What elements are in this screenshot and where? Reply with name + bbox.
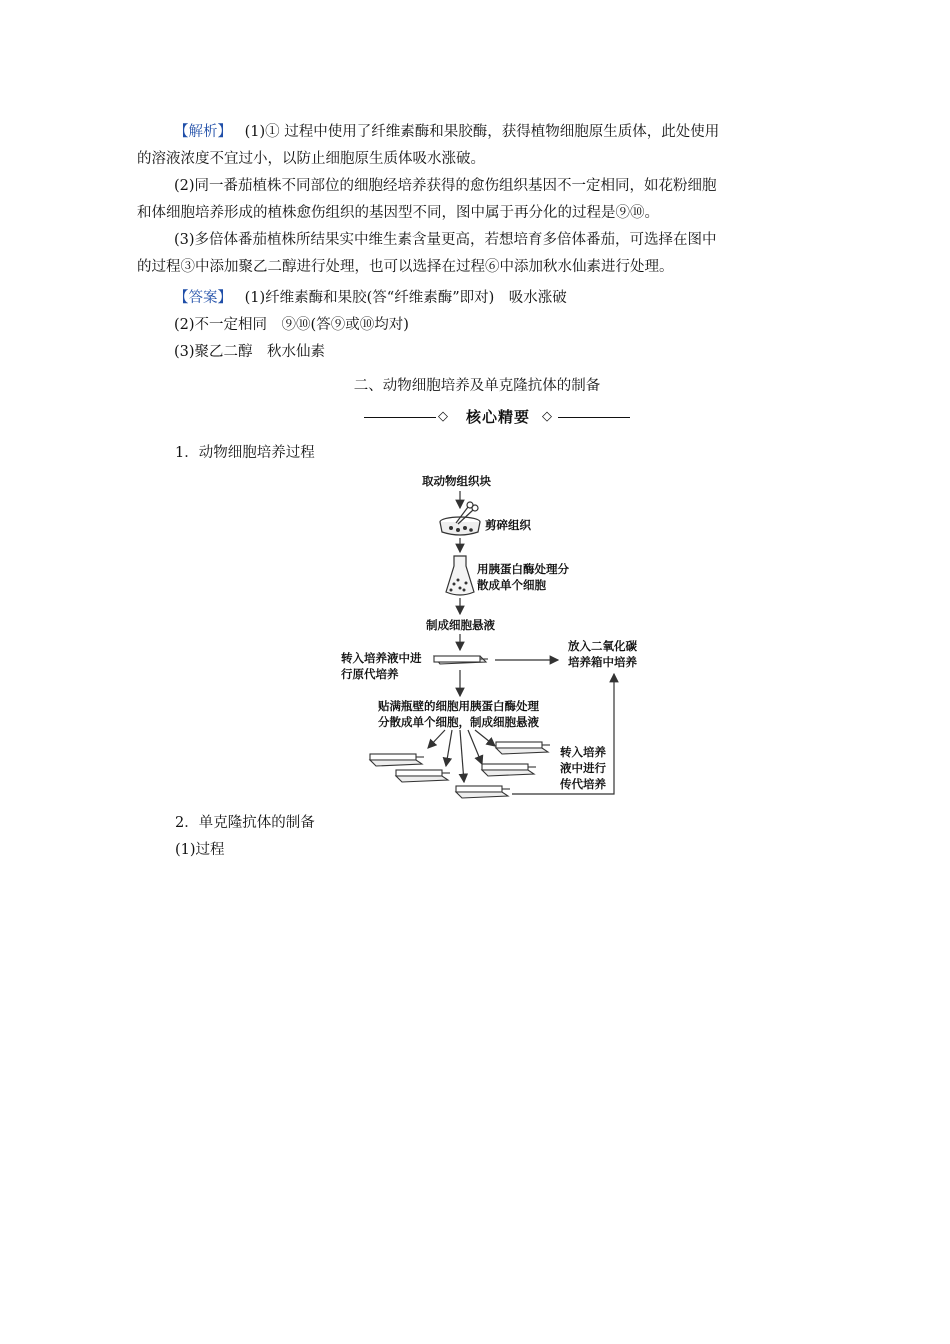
answer-a1: (1)纤维素酶和果胶(答“纤维素酶”即对) 吸水涨破 — [244, 290, 567, 306]
analysis-p3-line2: 的过程③中添加聚乙二醇进行处理，也可以选择在过程⑥中添加秋水仙素进行处理。 — [137, 259, 674, 275]
analysis-line-1 — [137, 119, 817, 146]
analysis-p2-line2: 和体细胞培养形成的植株愈伤组织的基因型不同，图中属于再分化的过程是⑨⑩。 — [137, 205, 659, 221]
label-passage-3: 传代培养 — [560, 777, 606, 791]
culture-flask-icon — [496, 742, 550, 754]
answer-a2: (2)不一定相同 ⑨⑩(答⑨或⑩均对) — [174, 317, 409, 333]
arrow — [460, 730, 464, 782]
culture-flask-icon — [434, 656, 488, 664]
label-co2-1: 放入二氧化碳 — [568, 639, 637, 653]
return-arrow — [512, 674, 614, 794]
heading-animal-culture: 1．动物细胞培养过程 — [175, 445, 315, 461]
label-trypsin-1: 用胰蛋白酶处理分 — [477, 562, 569, 576]
label-primary-1: 转入培养液中进 — [341, 651, 422, 665]
culture-flask-icon — [396, 770, 450, 782]
label-take-tissue: 取动物组织块 — [422, 474, 491, 488]
analysis-p1-line1: (1)① 过程中使用了纤维素酶和果胶酶，获得植物细胞原生质体，此处使用 — [244, 124, 720, 140]
section-title: 二、动物细胞培养及单克隆抗体的制备 — [353, 378, 601, 394]
arrow — [468, 730, 482, 764]
analysis-p2-line1: (2)同一番茄植株不同部位的细胞经培养获得的愈伤组织基因不一定相同，如花粉细胞 — [174, 178, 717, 194]
answer-line-1 — [137, 285, 817, 312]
arrow — [428, 730, 445, 748]
arrow — [475, 730, 495, 746]
label-primary-2: 行原代培养 — [341, 667, 399, 681]
flask-icon — [446, 556, 474, 595]
animal-cell-culture-diagram — [330, 466, 660, 806]
diamond-icon: ◇ — [438, 409, 448, 424]
label-mince: 剪碎组织 — [485, 518, 531, 532]
diamond-icon: ◇ — [542, 409, 552, 424]
label-trypsin-2: 散成单个细胞 — [477, 578, 546, 592]
analysis-p1-line2: 的溶液浓度不宜过小，以防止细胞原生质体吸水涨破。 — [137, 151, 485, 167]
answer-block — [137, 285, 817, 366]
analysis-tag: 【解析】 — [174, 124, 232, 140]
analysis-block — [137, 119, 817, 281]
answer-tag: 【答案】 — [174, 290, 232, 306]
analysis-p3-line1: (3)多倍体番茄植株所结果实中维生素含量更高，若想培育多倍体番茄，可选择在图中 — [174, 232, 717, 248]
label-passage-2: 液中进行 — [560, 761, 606, 775]
answer-a3: (3)聚乙二醇 秋水仙素 — [174, 344, 326, 360]
culture-flask-icon — [370, 754, 424, 766]
label-wall-1: 贴满瓶壁的细胞用胰蛋白酶处理 — [378, 699, 539, 713]
culture-flask-icon — [482, 764, 536, 776]
core-rule-right — [558, 417, 630, 418]
core-rule-left — [364, 417, 436, 418]
core-title-bar — [364, 406, 630, 428]
heading-process: (1)过程 — [175, 842, 225, 858]
label-passage-1: 转入培养 — [560, 745, 606, 759]
label-co2-2: 培养箱中培养 — [568, 655, 637, 669]
label-wall-2: 分散成单个细胞，制成细胞悬液 — [378, 715, 539, 729]
heading-monoclonal: 2．单克隆抗体的制备 — [175, 815, 315, 831]
petri-dish-icon — [440, 517, 480, 535]
culture-flask-icon — [456, 786, 510, 798]
core-title: 核心精要 — [465, 408, 530, 426]
arrow — [446, 730, 452, 766]
label-suspension: 制成细胞悬液 — [426, 618, 495, 632]
